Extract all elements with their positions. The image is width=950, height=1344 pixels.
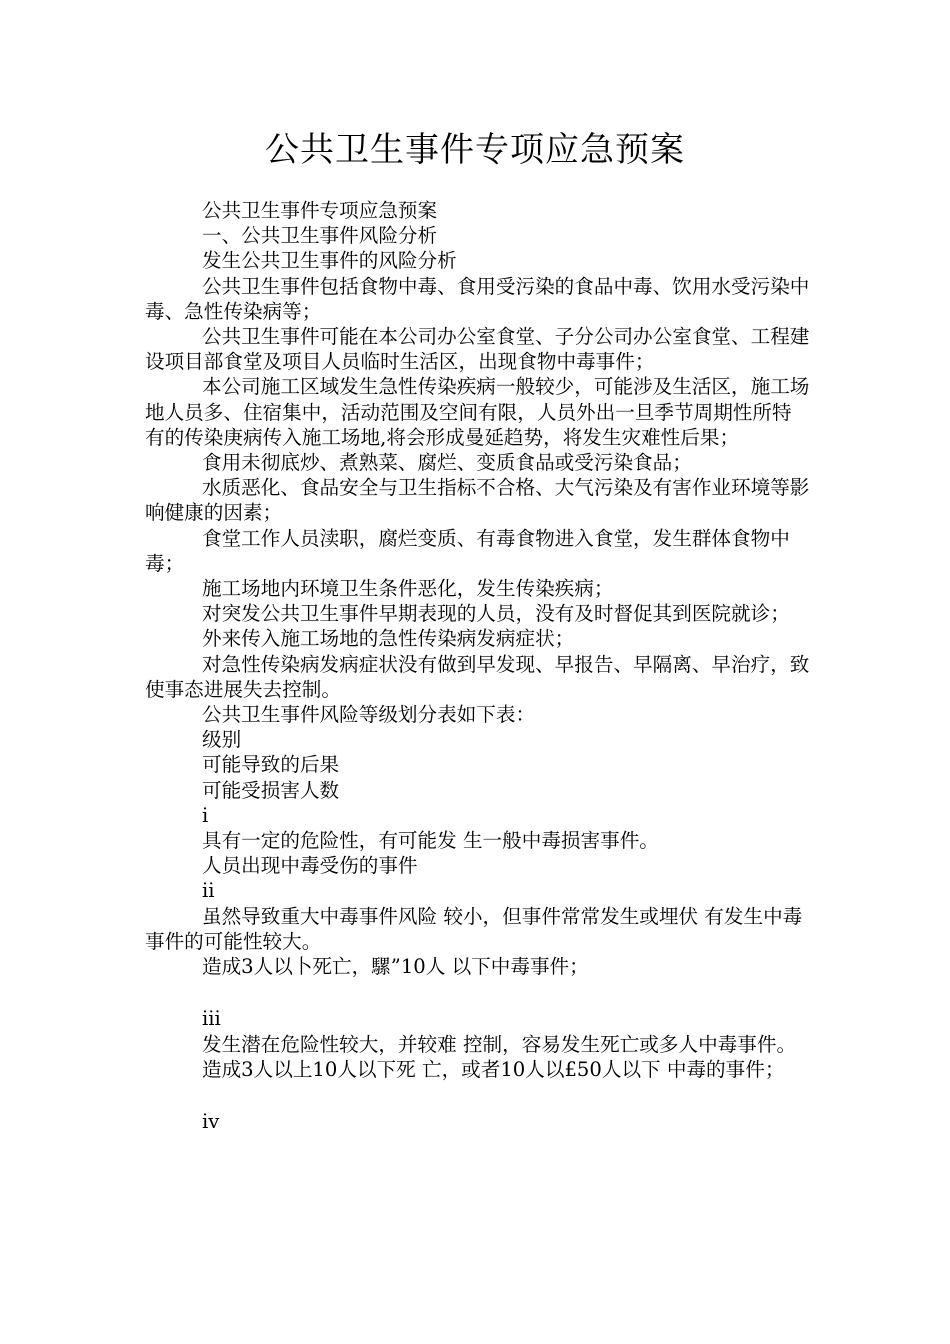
table-header-consequence: 可能导致的后果	[202, 753, 340, 777]
table-cell: 具有一定的危险性，有可能发 生一般中毒损害事件。	[202, 829, 659, 853]
paragraph: 本公司施工区域发生急性传染疾病一般较少，可能涉及生活区，施工场地人员多、住宿集中，活动范围及空间有限，人员外出一旦季节周期性所特有的传染庚病传入施工场地,将会形成曼延趋势，将发生灾难性后果；	[145, 375, 810, 449]
table-level: iv	[202, 1109, 220, 1133]
subsection-heading: 发生公共卫生事件的风险分析	[202, 249, 457, 273]
table-intro: 公共卫生事件风险等级划分表如下表：	[202, 703, 536, 727]
paragraph: 公共卫生事件专项应急预案	[202, 199, 438, 222]
table-cell: 人员出现中毒受伤的事件	[202, 854, 418, 878]
table-cell: 虽然导致重大中毒事件风险 较小，但事件常常发生或埋伏 有发生中毒事件的可能性较大。	[145, 904, 803, 953]
paragraph: 水质恶化、食品安全与卫生指标不合格、大气污染及有害作业环境等影响健康的因素；	[145, 476, 810, 525]
paragraph: 公共卫生事件可能在本公司办公室食堂、子分公司办公室食堂、工程建设项目部食堂及项目人员临时生活区，出现食物中毒事件；	[145, 325, 810, 374]
paragraph: 对急性传染病发病症状没有做到早发现、早报告、早隔离、早治疗，致使事态进展失去控制。	[145, 652, 810, 701]
paragraph: 对突发公共卫生事件早期表现的人员，没有及时督促其到医院就诊；	[202, 602, 790, 626]
table-header-victims: 可能受损害人数	[202, 778, 340, 802]
table-level: i	[202, 803, 209, 827]
table-level: iii	[202, 1007, 221, 1031]
table-cell: 造成3人以上10人以下死 亡，或者10人以£50人以下 中毒的事件；	[202, 1057, 785, 1081]
table-header-level: 级别	[202, 728, 242, 752]
paragraph: 食堂工作人员渎职，腐烂变质、有毒食物进入食堂，发生群体食物中毒；	[145, 526, 790, 575]
table-level: ii	[202, 879, 215, 903]
paragraph: 施工场地内环境卫生条件恶化，发生传染疾病；	[202, 577, 614, 601]
table-cell: 发生潜在危险性较大，并较难 控制，容易发生死亡或多人中毒事件。	[202, 1032, 797, 1056]
section-heading: 一、公共卫生事件风险分析	[202, 224, 438, 248]
document-title: 公共卫生事件专项应急预案	[265, 130, 685, 170]
paragraph: 公共卫生事件包括食物中毒、食用受污染的食品中毒、饮用水受污染中毒、急性传染病等；	[145, 274, 810, 323]
paragraph: 食用未彻底炒、煮熟菜、腐烂、变质食品或受污染食品；	[202, 451, 692, 475]
document-body	[145, 198, 810, 1134]
paragraph: 外来传入施工场地的急性传染病发病症状；	[202, 627, 575, 651]
table-cell: 造成3人以卜死亡，騾”10人 以下中毒事件；	[202, 955, 589, 979]
